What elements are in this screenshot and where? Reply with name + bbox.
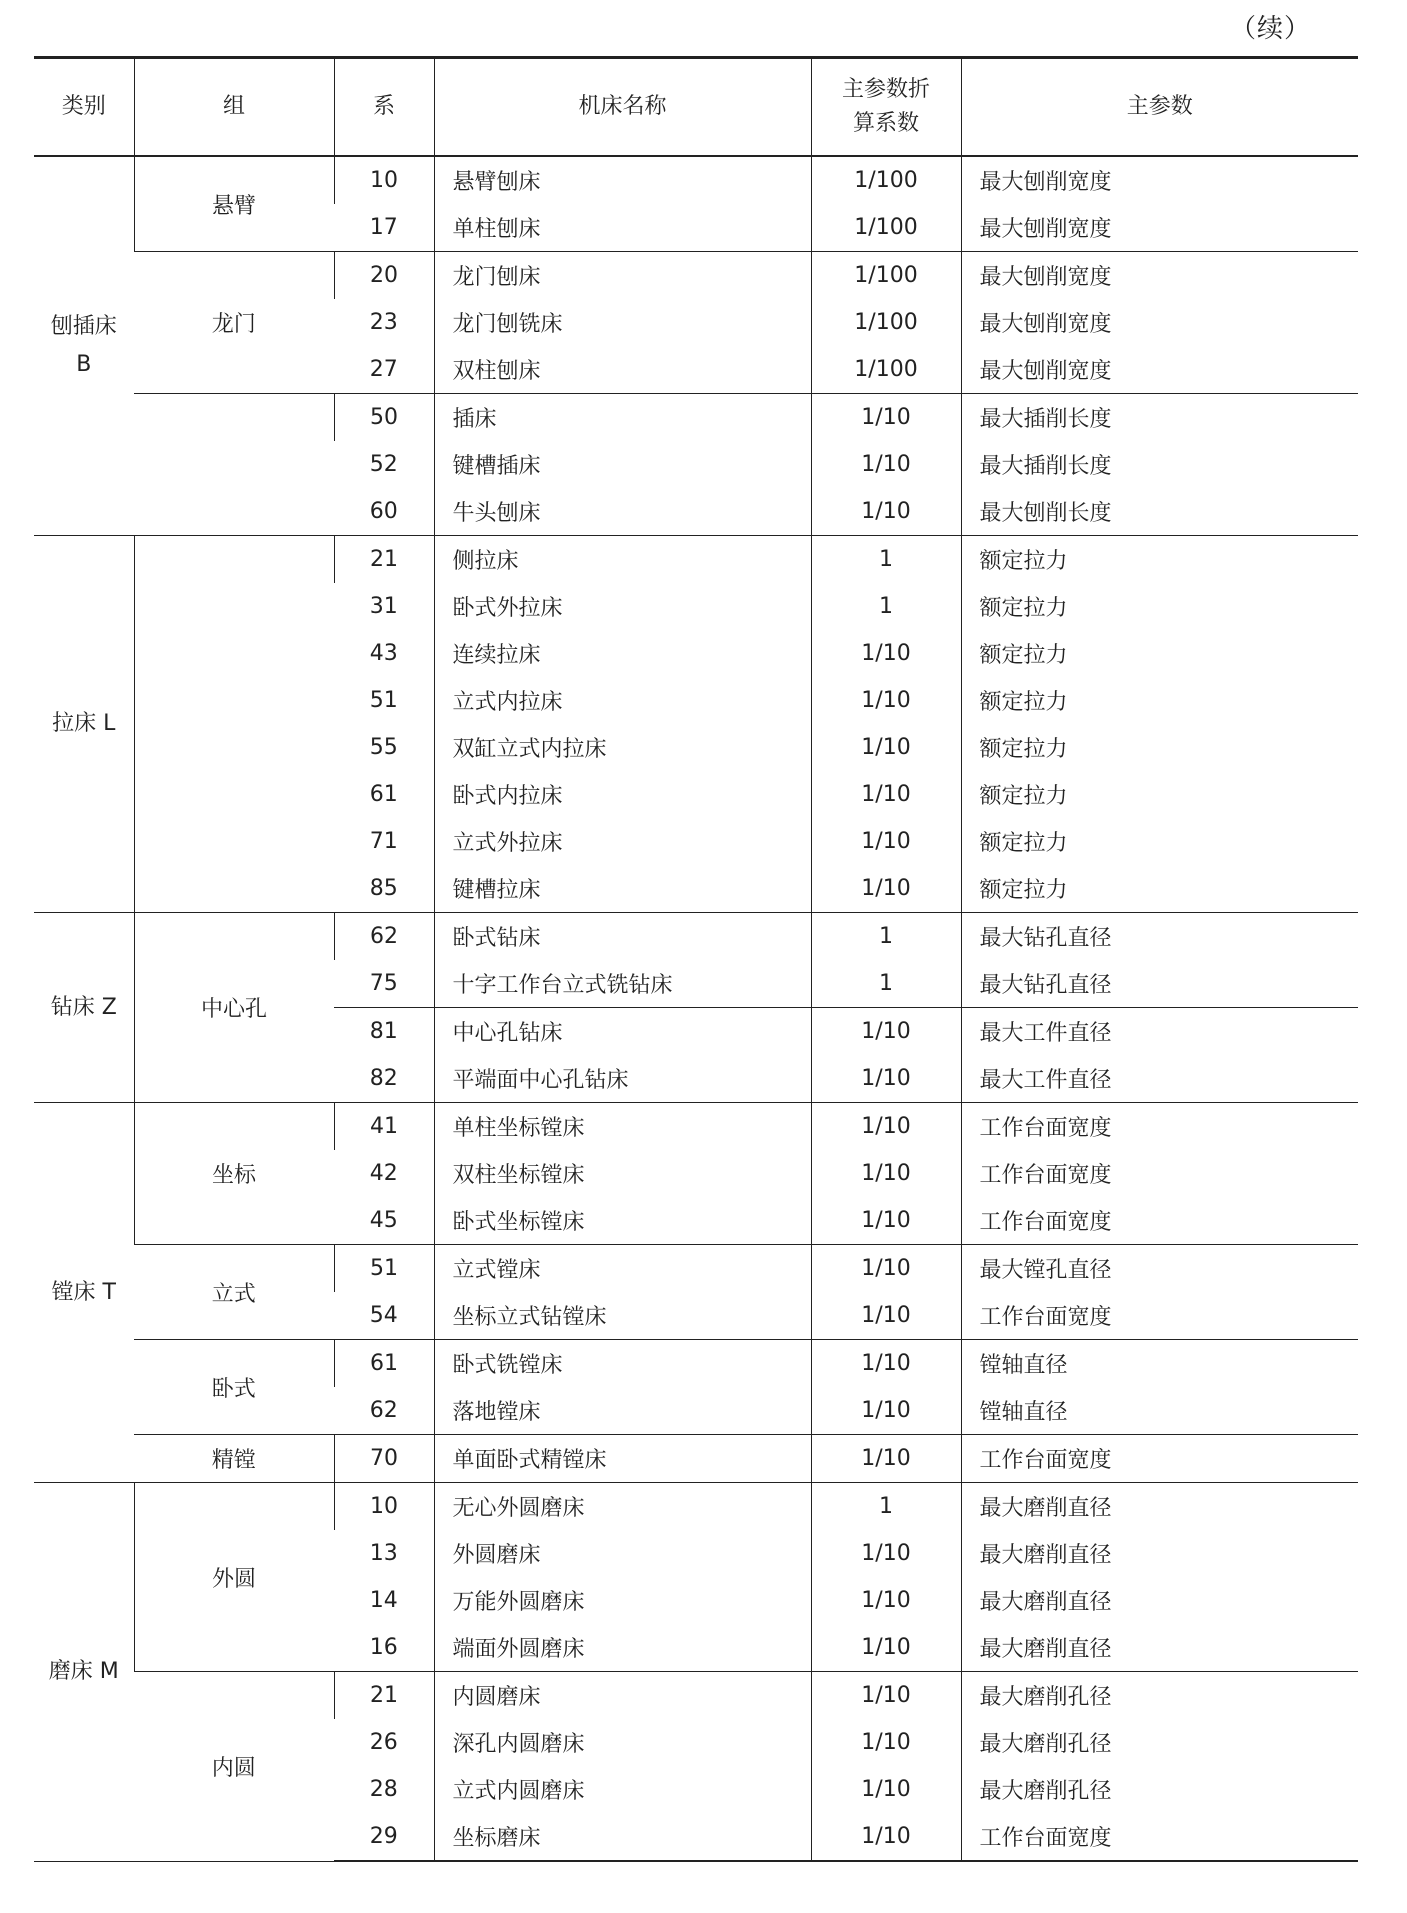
factor-cell: 1/10 — [811, 818, 961, 865]
factor-cell: 1/10 — [811, 1577, 961, 1624]
category-cell: 拉床 L — [34, 536, 134, 913]
table-row — [34, 1340, 1358, 1388]
table-row — [34, 394, 1358, 442]
series-cell: 13 — [369, 1541, 398, 1566]
group-cell — [134, 536, 334, 913]
param-cell: 最大插削长度 — [961, 394, 1358, 442]
param-cell: 工作台面宽度 — [961, 1292, 1358, 1340]
series-cell: 51 — [369, 688, 398, 713]
category-cell — [34, 156, 134, 536]
factor-cell: 1/10 — [811, 394, 961, 442]
param-cell: 最大磨削孔径 — [961, 1672, 1358, 1720]
param-cell: 工作台面宽度 — [961, 1813, 1358, 1861]
series-cell: 81 — [334, 1008, 434, 1056]
param-cell: 工作台面宽度 — [961, 1150, 1358, 1197]
factor-cell: 1 — [811, 583, 961, 630]
factor-cell: 1/10 — [811, 488, 961, 536]
series-cell: 16 — [369, 1635, 398, 1660]
param-cell: 最大插削长度 — [961, 441, 1358, 488]
name-cell: 坐标立式钻镗床 — [434, 1292, 811, 1340]
header-category: 类别 — [34, 58, 134, 157]
name-cell: 卧式钻床 — [434, 913, 811, 961]
name-cell: 端面外圆磨床 — [434, 1624, 811, 1672]
header-group: 组 — [134, 58, 334, 157]
param-cell: 额定拉力 — [961, 677, 1358, 724]
param-cell: 最大磨削直径 — [961, 1577, 1358, 1624]
series-cell: 42 — [369, 1161, 398, 1186]
series-cell: 85 — [369, 876, 398, 901]
param-cell: 最大磨削直径 — [961, 1624, 1358, 1672]
series-cell: 10 — [334, 1483, 434, 1531]
series-cell: 52 — [369, 452, 398, 477]
factor-cell: 1/10 — [811, 1672, 961, 1720]
series-cell: 75 — [369, 971, 398, 996]
factor-cell: 1/10 — [811, 1292, 961, 1340]
name-cell: 立式外拉床 — [434, 818, 811, 865]
name-cell: 龙门刨床 — [434, 252, 811, 300]
group-cell: 外圆 — [134, 1483, 334, 1672]
series-cell: 82 — [369, 1066, 398, 1091]
series-cell: 45 — [369, 1208, 398, 1233]
series-cell: 29 — [334, 1813, 434, 1861]
param-cell: 额定拉力 — [961, 771, 1358, 818]
factor-cell: 1/10 — [811, 1435, 961, 1483]
name-cell: 卧式外拉床 — [434, 583, 811, 630]
name-cell: 十字工作台立式铣钻床 — [434, 960, 811, 1008]
name-cell: 卧式铣镗床 — [434, 1340, 811, 1388]
param-cell: 最大钻孔直径 — [961, 913, 1358, 961]
param-cell: 工作台面宽度 — [961, 1435, 1358, 1483]
param-cell: 额定拉力 — [961, 630, 1358, 677]
name-cell: 坐标磨床 — [434, 1813, 811, 1861]
param-cell: 镗轴直径 — [961, 1340, 1358, 1388]
param-cell: 额定拉力 — [961, 583, 1358, 630]
table-header-row — [34, 58, 1358, 157]
param-cell: 最大工件直径 — [961, 1008, 1358, 1056]
name-cell: 外圆磨床 — [434, 1530, 811, 1577]
param-cell: 最大工件直径 — [961, 1055, 1358, 1103]
param-cell: 最大刨削宽度 — [961, 346, 1358, 394]
header-factor-line1: 主参数折 — [841, 77, 930, 102]
name-cell: 单柱刨床 — [434, 204, 811, 252]
table-row — [34, 1245, 1358, 1293]
header-factor-line2: 算系数 — [852, 111, 919, 136]
name-cell: 立式内圆磨床 — [434, 1766, 811, 1813]
param-cell: 最大刨削宽度 — [961, 156, 1358, 204]
series-cell: 54 — [369, 1303, 398, 1328]
table-row — [34, 156, 1358, 204]
factor-cell: 1 — [811, 536, 961, 584]
series-cell: 20 — [334, 252, 434, 300]
category-code: B — [76, 352, 92, 377]
factor-cell: 1/10 — [811, 1387, 961, 1435]
name-cell: 牛头刨床 — [434, 488, 811, 536]
name-cell: 内圆磨床 — [434, 1672, 811, 1720]
series-cell: 51 — [334, 1245, 434, 1293]
param-cell: 镗轴直径 — [961, 1387, 1358, 1435]
name-cell: 键槽拉床 — [434, 865, 811, 913]
param-cell: 工作台面宽度 — [961, 1197, 1358, 1245]
category-label: 刨插床 — [50, 314, 117, 339]
param-cell: 最大磨削孔径 — [961, 1766, 1358, 1813]
series-cell: 27 — [369, 357, 398, 382]
table-row — [34, 1483, 1358, 1531]
factor-cell: 1 — [811, 913, 961, 961]
series-cell: 50 — [334, 394, 434, 442]
param-cell: 最大镗孔直径 — [961, 1245, 1358, 1293]
factor-cell: 1/100 — [811, 252, 961, 300]
factor-cell: 1/100 — [811, 156, 961, 204]
factor-cell: 1/10 — [811, 771, 961, 818]
series-cell: 17 — [369, 215, 398, 240]
param-cell: 最大磨削孔径 — [961, 1719, 1358, 1766]
name-cell: 卧式坐标镗床 — [434, 1197, 811, 1245]
factor-cell: 1/10 — [811, 1719, 961, 1766]
name-cell: 双缸立式内拉床 — [434, 724, 811, 771]
param-cell: 额定拉力 — [961, 724, 1358, 771]
factor-cell: 1/10 — [811, 1624, 961, 1672]
name-cell: 插床 — [434, 394, 811, 442]
param-cell: 工作台面宽度 — [961, 1103, 1358, 1151]
group-cell: 精镗 — [134, 1435, 334, 1483]
series-cell: 61 — [334, 1340, 434, 1388]
factor-cell: 1/10 — [811, 441, 961, 488]
name-cell: 龙门刨铣床 — [434, 299, 811, 346]
factor-cell: 1/10 — [811, 1103, 961, 1151]
category-cell: 镗床 T — [34, 1103, 134, 1483]
factor-cell: 1/10 — [811, 865, 961, 913]
factor-cell: 1/10 — [811, 1008, 961, 1056]
group-cell: 龙门 — [134, 252, 334, 394]
header-factor — [811, 58, 961, 157]
name-cell: 卧式内拉床 — [434, 771, 811, 818]
name-cell: 悬臂刨床 — [434, 156, 811, 204]
series-cell: 31 — [369, 594, 398, 619]
param-cell: 额定拉力 — [961, 536, 1358, 584]
series-cell: 21 — [334, 1672, 434, 1720]
name-cell: 连续拉床 — [434, 630, 811, 677]
name-cell: 平端面中心孔钻床 — [434, 1055, 811, 1103]
name-cell: 落地镗床 — [434, 1387, 811, 1435]
name-cell: 键槽插床 — [434, 441, 811, 488]
factor-cell: 1/10 — [811, 1813, 961, 1861]
series-cell: 23 — [369, 310, 398, 335]
series-cell: 62 — [369, 1398, 398, 1423]
factor-cell: 1/10 — [811, 1197, 961, 1245]
factor-cell: 1/10 — [811, 1245, 961, 1293]
series-cell: 43 — [369, 641, 398, 666]
param-cell: 最大钻孔直径 — [961, 960, 1358, 1008]
series-cell: 14 — [369, 1588, 398, 1613]
group-cell: 中心孔 — [134, 913, 334, 1103]
header-param: 主参数 — [961, 58, 1358, 157]
group-cell: 坐标 — [134, 1103, 334, 1245]
category-cell: 磨床 M — [34, 1483, 134, 1862]
name-cell: 单面卧式精镗床 — [434, 1435, 811, 1483]
series-cell: 71 — [369, 829, 398, 854]
param-cell: 最大刨削宽度 — [961, 252, 1358, 300]
factor-cell: 1 — [811, 1483, 961, 1531]
machine-tool-table — [34, 56, 1358, 1862]
name-cell: 双柱坐标镗床 — [434, 1150, 811, 1197]
group-cell: 悬臂 — [134, 156, 334, 252]
series-cell: 60 — [369, 499, 398, 524]
param-cell: 额定拉力 — [961, 865, 1358, 913]
series-cell: 55 — [369, 735, 398, 760]
series-cell: 21 — [334, 536, 434, 584]
factor-cell: 1/10 — [811, 630, 961, 677]
group-cell: 卧式 — [134, 1340, 334, 1435]
series-cell: 62 — [334, 913, 434, 961]
factor-cell: 1/10 — [811, 1150, 961, 1197]
factor-cell: 1/10 — [811, 724, 961, 771]
series-cell: 10 — [334, 156, 434, 204]
table-row — [34, 913, 1358, 961]
name-cell: 单柱坐标镗床 — [434, 1103, 811, 1151]
table-row — [34, 536, 1358, 584]
series-cell: 61 — [369, 782, 398, 807]
factor-cell: 1/10 — [811, 1340, 961, 1388]
factor-cell: 1/10 — [811, 1766, 961, 1813]
factor-cell: 1/10 — [811, 1530, 961, 1577]
group-cell: 内圆 — [134, 1672, 334, 1862]
series-cell: 26 — [369, 1730, 398, 1755]
factor-cell: 1/10 — [811, 1055, 961, 1103]
series-cell: 41 — [334, 1103, 434, 1151]
continued-label: （续） — [1230, 14, 1312, 44]
table-row — [34, 1103, 1358, 1151]
factor-cell: 1 — [811, 960, 961, 1008]
name-cell: 双柱刨床 — [434, 346, 811, 394]
table-row — [34, 1435, 1358, 1483]
name-cell: 立式镗床 — [434, 1245, 811, 1293]
table-row — [34, 252, 1358, 300]
param-cell: 最大刨削宽度 — [961, 299, 1358, 346]
group-cell: 立式 — [134, 1245, 334, 1340]
series-cell: 70 — [334, 1435, 434, 1483]
name-cell: 中心孔钻床 — [434, 1008, 811, 1056]
name-cell: 万能外圆磨床 — [434, 1577, 811, 1624]
name-cell: 侧拉床 — [434, 536, 811, 584]
factor-cell: 1/10 — [811, 677, 961, 724]
param-cell: 最大磨削直径 — [961, 1483, 1358, 1531]
param-cell: 最大刨削宽度 — [961, 204, 1358, 252]
name-cell: 立式内拉床 — [434, 677, 811, 724]
table-row — [34, 1672, 1358, 1720]
header-series: 系 — [334, 58, 434, 157]
series-cell: 28 — [369, 1777, 398, 1802]
factor-cell: 1/100 — [811, 346, 961, 394]
category-cell: 钻床 Z — [34, 913, 134, 1103]
param-cell: 最大磨削直径 — [961, 1530, 1358, 1577]
name-cell: 无心外圆磨床 — [434, 1483, 811, 1531]
name-cell: 深孔内圆磨床 — [434, 1719, 811, 1766]
param-cell: 最大刨削长度 — [961, 488, 1358, 536]
factor-cell: 1/100 — [811, 204, 961, 252]
group-cell — [134, 394, 334, 536]
header-name: 机床名称 — [434, 58, 811, 157]
factor-cell: 1/100 — [811, 299, 961, 346]
param-cell: 额定拉力 — [961, 818, 1358, 865]
